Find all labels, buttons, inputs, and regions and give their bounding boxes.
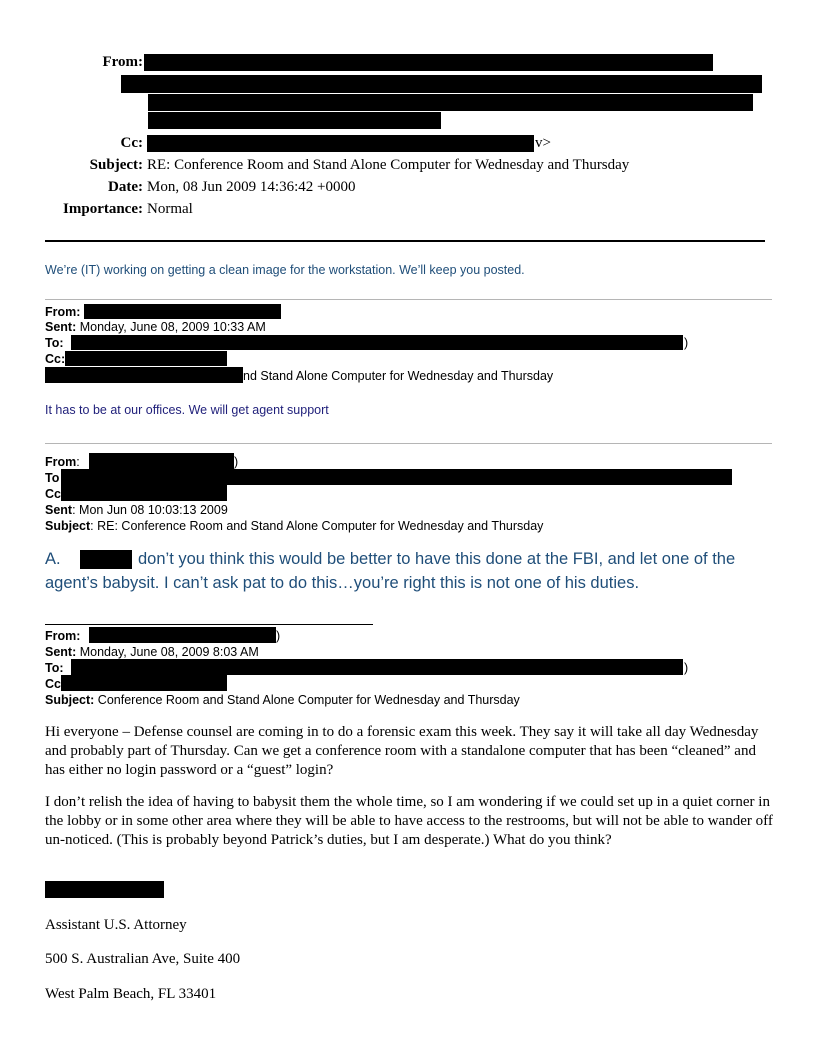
redaction [45,881,164,898]
sent-line [45,320,266,334]
message2-body: It has to be at our offices. We will get agent support [45,403,329,417]
subject-value: Conference Room and Stand Alone Computer for Wednesday and Thursday [97,693,520,707]
sent-value: Monday, June 08, 2009 10:33 AM [79,320,266,334]
importance-value: Normal [147,201,193,217]
redaction [61,469,732,485]
message4-para2: I don’t relish the idea of having to babysit them the whole time, so I am wondering if we could set up in a quiet corner in the lobby or in some other area where they will be able to have access to the restrooms, but will not be able to wander off un-noticed. (This is probably beyond Patrick’s duties, but I am desperate.) What do you think? [45,794,773,848]
redaction [71,335,683,350]
redaction [45,367,243,383]
signature-title: Assistant U.S. Attorney [45,917,187,933]
sent-label: Sent [45,503,73,517]
from-label: From: [45,305,81,319]
redaction [61,485,227,501]
redaction [144,54,713,71]
from-tail: ) [276,629,281,643]
signature-address-line1: 500 S. Australian Ave, Suite 400 [45,951,241,967]
subject-value: RE: Conference Room and Stand Alone Computer for Wednesday and Thursday [147,157,630,173]
cc-label: Cc [45,487,61,501]
header-divider [45,240,765,242]
cc-tail: v> [535,135,551,151]
redaction [71,659,683,675]
message-divider [45,624,373,625]
redaction [121,75,762,93]
from-colon: : [76,455,80,469]
cc-label: Cc: [45,352,66,366]
message-divider [45,299,772,300]
redaction [148,94,753,111]
cc-label: Cc: [120,135,143,151]
sent-label: Sent: [45,320,77,334]
message1-body: We’re (IT) working on getting a clean image for the workstation. We’ll keep you posted. [45,263,525,277]
redaction [84,304,281,319]
subject-label: Subject [45,519,91,533]
from-label: From: [102,54,143,70]
sent-value: Monday, June 08, 2009 8:03 AM [79,645,259,659]
sent-value: : Mon Jun 08 10:03:13 2009 [72,503,228,517]
date-label: Date: [108,179,143,195]
from-label: From [45,455,77,469]
to-label: To: [45,336,64,350]
from-line [45,455,80,469]
redaction [89,453,234,469]
redaction [61,675,227,691]
importance-label: Importance: [63,201,143,217]
redaction [80,550,132,569]
cc-label: Cc [45,677,61,691]
to-tail: ) [684,661,689,675]
body-line1: don’t you think this would be better to have this done at the FBI, and let one of the [138,550,736,568]
from-label: From: [45,629,81,643]
signature-address-line2: West Palm Beach, FL 33401 [45,986,217,1002]
subject-line [45,693,520,707]
redaction [147,135,534,152]
message-divider [45,443,772,444]
redaction [89,627,276,643]
redaction [148,112,441,129]
sent-label: Sent: [45,645,77,659]
to-tail: ) [684,336,689,350]
subject-label: Subject: [89,157,143,173]
sent-line [45,503,228,517]
subject-label: Subject: [45,693,95,707]
from-tail: ) [234,455,239,469]
body-prefix: A. [45,550,61,568]
subject-line [45,519,543,533]
redaction [65,351,227,366]
sent-line [45,645,259,659]
subject-tail: nd Stand Alone Computer for Wednesday and Thursday [243,369,554,383]
date-value: Mon, 08 Jun 2009 14:36:42 +0000 [147,179,356,195]
body-line2: agent’s babysit. I can’t ask pat to do this…you’re right this is not one of his duties. [45,574,640,592]
message4-para1: Hi everyone – Defense counsel are coming in to do a forensic exam this week. They say it will take all day Wednesday and probably part of Thursday. Can we get a conference room with a standalone computer that has been “cleaned” and has either no login password or a “guest” login? [45,724,759,778]
to-label: To [45,471,60,485]
to-label: To: [45,661,64,675]
subject-value: : RE: Conference Room and Stand Alone Computer for Wednesday and Thursday [90,519,544,533]
